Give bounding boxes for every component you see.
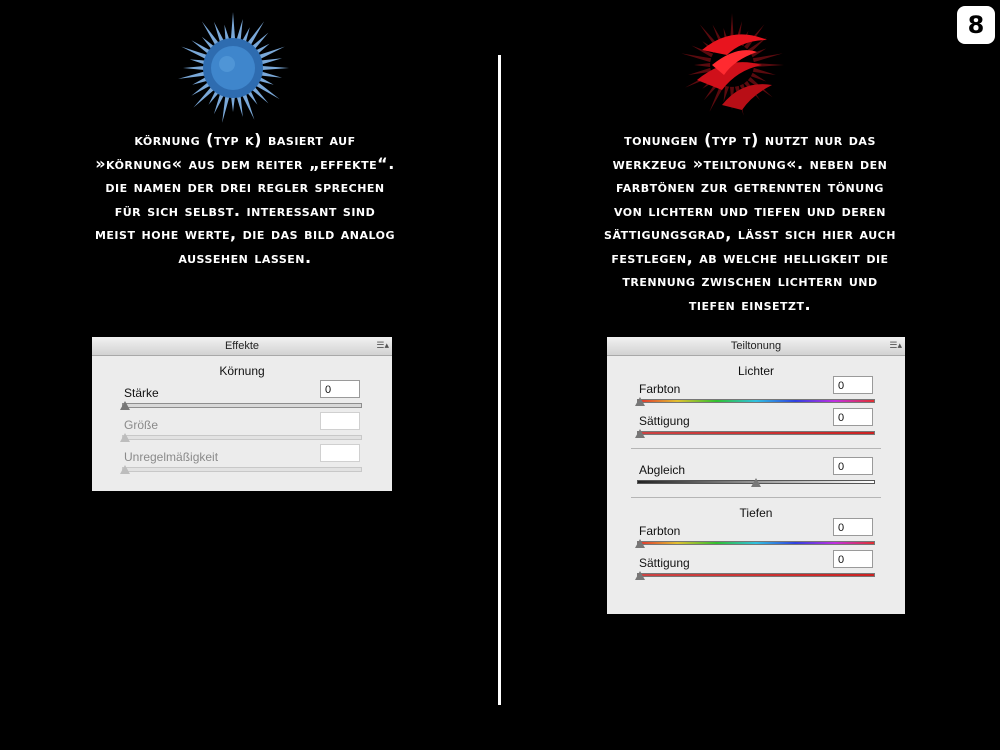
- slider-label: Farbton: [639, 382, 681, 396]
- tiefen-saettigung-slider-track[interactable]: [637, 573, 875, 577]
- red-toning-burst-icon: [672, 10, 792, 120]
- tiefen-farbton-slider-track[interactable]: [637, 541, 875, 545]
- slider-row-groesse: [92, 412, 392, 444]
- staerke-slider-thumb[interactable]: [120, 401, 130, 410]
- tiefen-saettigung-slider-thumb[interactable]: [635, 571, 645, 580]
- tiefen-farbton-slider-thumb[interactable]: [635, 539, 645, 548]
- slider-row-staerke: [92, 380, 392, 412]
- section-divider: [631, 448, 881, 449]
- staerke-slider-track[interactable]: [122, 403, 362, 408]
- right-description: tonungen (typ t) nutzt nur das werkzeug »teiltonung«. neben den farbtönen zur getrennten tönung von lichtern und tiefen und deren sättigungsgrad, lässt sich hier auch festlegen, ab welche helligkeit die trennung zwischen lichtern und tiefen einsetzt.: [604, 130, 896, 314]
- panel-title: Teiltonung: [730, 340, 782, 352]
- slider-label: Sättigung: [639, 414, 690, 428]
- lichter-saettigung-slider-thumb[interactable]: [635, 429, 645, 438]
- tiefen-farbton-value-field[interactable]: 0: [833, 518, 873, 536]
- staerke-value-field[interactable]: 0: [320, 380, 360, 398]
- lichter-farbton-slider-thumb[interactable]: [635, 397, 645, 406]
- blue-grain-burst-icon: [175, 10, 291, 126]
- center-divider: [498, 55, 501, 705]
- slider-label: Größe: [124, 418, 159, 432]
- panel-title: Effekte: [224, 340, 260, 352]
- slider-row-abgleich: [607, 457, 905, 489]
- section-title-koernung: Körnung: [219, 364, 265, 378]
- panel-menu-icon[interactable]: ☰▴: [889, 340, 902, 350]
- slider-label: Stärke: [124, 386, 159, 400]
- section-divider: [631, 497, 881, 498]
- slider-row-lichter-farbton: [607, 376, 905, 408]
- groesse-slider-thumb[interactable]: [120, 433, 130, 442]
- slider-row-lichter-saettigung: [607, 408, 905, 440]
- lichter-farbton-slider-track[interactable]: [637, 399, 875, 403]
- slider-label: Farbton: [639, 524, 681, 538]
- groesse-slider-track[interactable]: [122, 435, 362, 440]
- abgleich-slider-thumb[interactable]: [751, 478, 761, 487]
- groesse-value-field[interactable]: [320, 412, 360, 430]
- slider-label: Unregelmäßigkeit: [124, 450, 219, 464]
- section-title-lichter: Lichter: [737, 364, 775, 378]
- tiefen-saettigung-value-field[interactable]: 0: [833, 550, 873, 568]
- panel-menu-icon[interactable]: ☰▴: [376, 340, 389, 350]
- section-title-tiefen: Tiefen: [739, 506, 773, 520]
- panel-header[interactable]: [92, 337, 392, 356]
- left-description: körnung (typ k) basiert auf »körnung« aus dem reiter „effekte“. die namen der drei regler sprechen für sich selbst. interessant sind meist hohe werte, die das bild analog aussehen lassen.: [94, 130, 396, 267]
- page-number-badge: 8: [957, 6, 995, 44]
- slider-row-tiefen-farbton: [607, 518, 905, 550]
- teiltonung-panel: [607, 337, 905, 614]
- effekte-panel: [92, 337, 392, 491]
- lichter-saettigung-slider-track[interactable]: [637, 431, 875, 435]
- unregelmaessigkeit-slider-track[interactable]: [122, 467, 362, 472]
- slider-label: Sättigung: [639, 556, 690, 570]
- unregelmaessigkeit-slider-thumb[interactable]: [120, 465, 130, 474]
- unregelmaessigkeit-value-field[interactable]: [320, 444, 360, 462]
- slider-row-tiefen-saettigung: [607, 550, 905, 582]
- lichter-saettigung-value-field[interactable]: 0: [833, 408, 873, 426]
- abgleich-value-field[interactable]: 0: [833, 457, 873, 475]
- lichter-farbton-value-field[interactable]: 0: [833, 376, 873, 394]
- slider-row-unregelmaessigkeit: [92, 444, 392, 476]
- panel-header[interactable]: [607, 337, 905, 356]
- slider-label: Abgleich: [639, 463, 686, 477]
